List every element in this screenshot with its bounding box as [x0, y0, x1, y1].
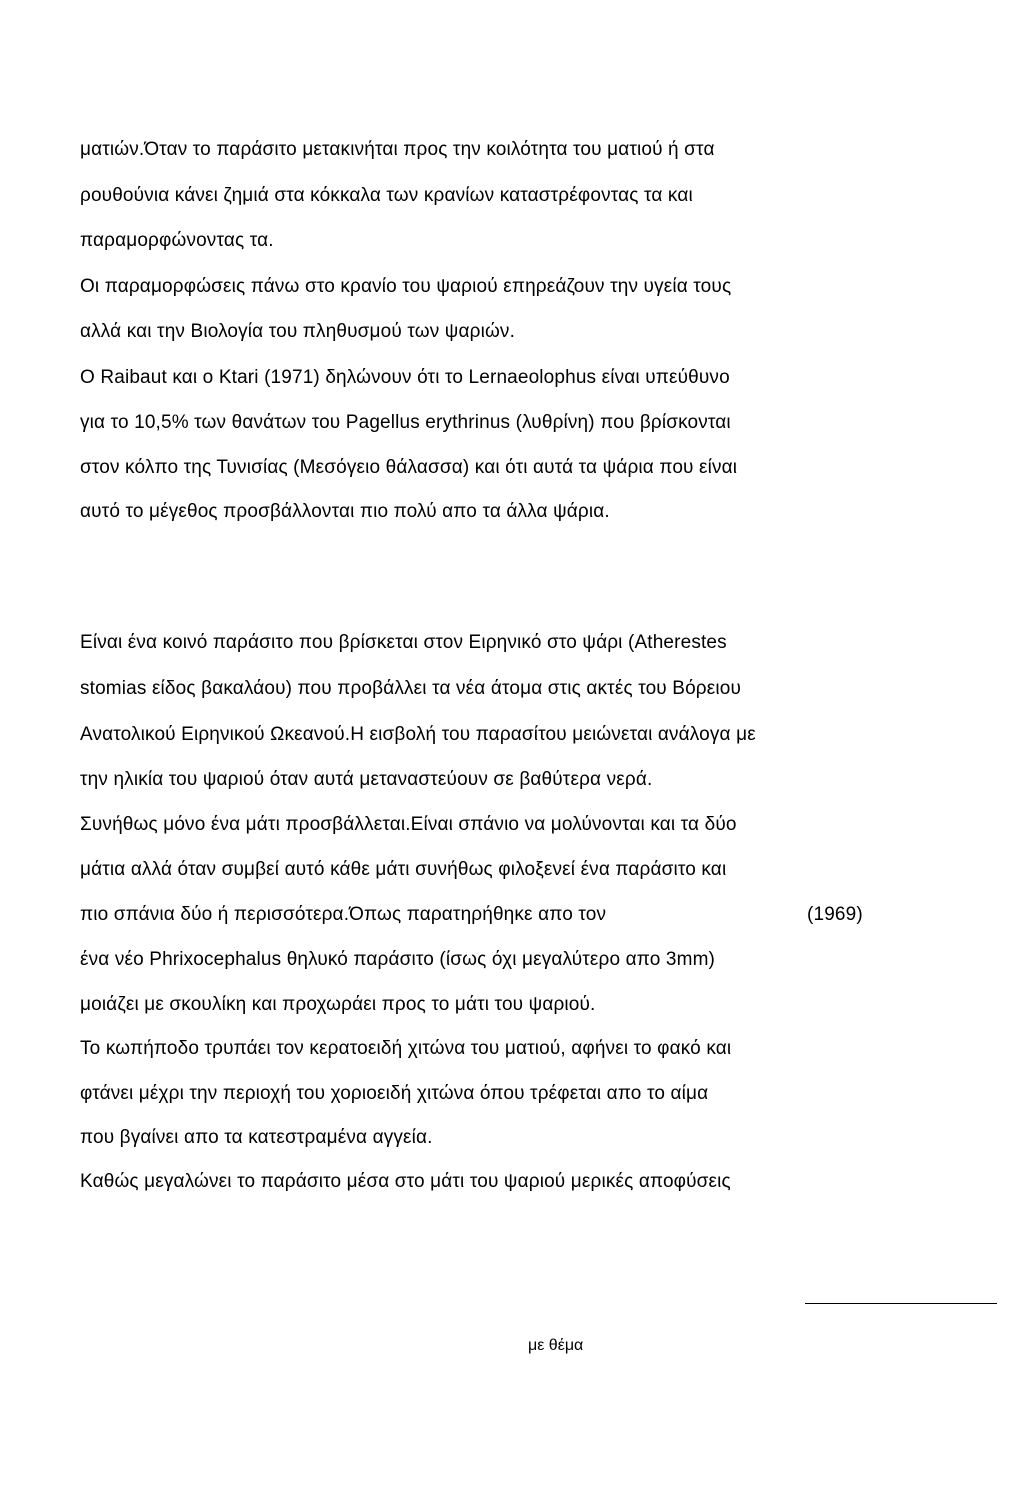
text-line: φτάνει μέχρι την περιοχή του χοριοειδή χιτώνα όπου τρέφεται απο το αίμα — [80, 1083, 709, 1104]
text-line: Είναι ένα κοινό παράσιτο που βρίσκεται στον Ειρηνικό στο ψάρι (Atherestes — [80, 632, 727, 653]
text-line: Καθώς μεγαλώνει το παράσιτο μέσα στο μάτι του ψαριού μερικές αποφύσεις — [80, 1171, 731, 1192]
text-line: Ο Raibaut και ο Ktari (1971) δηλώνουν ότι το Lernaeolophus είναι υπεύθυνο — [80, 367, 730, 388]
footnote-divider — [805, 1303, 997, 1304]
text-line: ματιών.Όταν το παράσιτο μετακινήται προς την κοιλότητα του ματιού ή στα — [80, 139, 715, 160]
text-line: Οι παραμορφώσεις πάνω στο κρανίο του ψαριού επηρεάζουν την υγεία τους — [80, 276, 732, 297]
footnote-text: με θέμα — [528, 1337, 584, 1354]
text-line: Το κωπήποδο τρυπάει τον κερατοειδή χιτώνα του ματιού, αφήνει το φακό και — [80, 1038, 732, 1059]
text-line: μοιάζει με σκουλίκη και προχωράει προς το μάτι του ψαριού. — [80, 994, 596, 1015]
text-line: αλλά και την Βιολογία του πληθυσμού των ψαριών. — [80, 321, 516, 342]
text-line: στον κόλπο της Τυνισίας (Μεσόγειο θάλασσα) και ότι αυτά τα ψάρια που είναι — [80, 457, 738, 478]
text-line: ένα νέο Phrixocephalus θηλυκό παράσιτο (ίσως όχι μεγαλύτερο απο 3mm) — [80, 949, 716, 970]
text-line: stomias είδος βακαλάου) που προβάλλει τα νέα άτομα στις ακτές του Βόρειου — [80, 678, 742, 699]
citation-year: (1969) — [807, 904, 863, 925]
text-line: παραμορφώνοντας τα. — [80, 230, 274, 251]
text-line: αυτό το μέγεθος προσβάλλονται πιο πολύ απο τα άλλα ψάρια. — [80, 501, 610, 522]
text-line: Ανατολικού Ειρηνικού Ωκεανού.Η εισβολή του παρασίτου μειώνεται ανάλογα με — [80, 724, 756, 745]
text-line: πιο σπάνια δύο ή περισσότερα.Όπως παρατηρήθηκε απο τον — [80, 904, 607, 925]
text-line: την ηλικία του ψαριού όταν αυτά μεταναστεύουν σε βαθύτερα νερά. — [80, 769, 653, 790]
text-line: για το 10,5% των θανάτων του Pagellus erythrinus (λυθρίνη) που βρίσκονται — [80, 412, 731, 433]
text-line: μάτια αλλά όταν συμβεί αυτό κάθε μάτι συνήθως φιλοξενεί ένα παράσιτο και — [80, 859, 727, 880]
text-line: ρουθούνια κάνει ζημιά στα κόκκαλα των κρανίων καταστρέφοντας τα και — [80, 185, 693, 206]
text-line: που βγαίνει απο τα κατεστραμένα αγγεία. — [80, 1127, 433, 1148]
text-line: Συνήθως μόνο ένα μάτι προσβάλλεται.Είναι σπάνιο να μολύνονται και τα δύο — [80, 814, 737, 835]
